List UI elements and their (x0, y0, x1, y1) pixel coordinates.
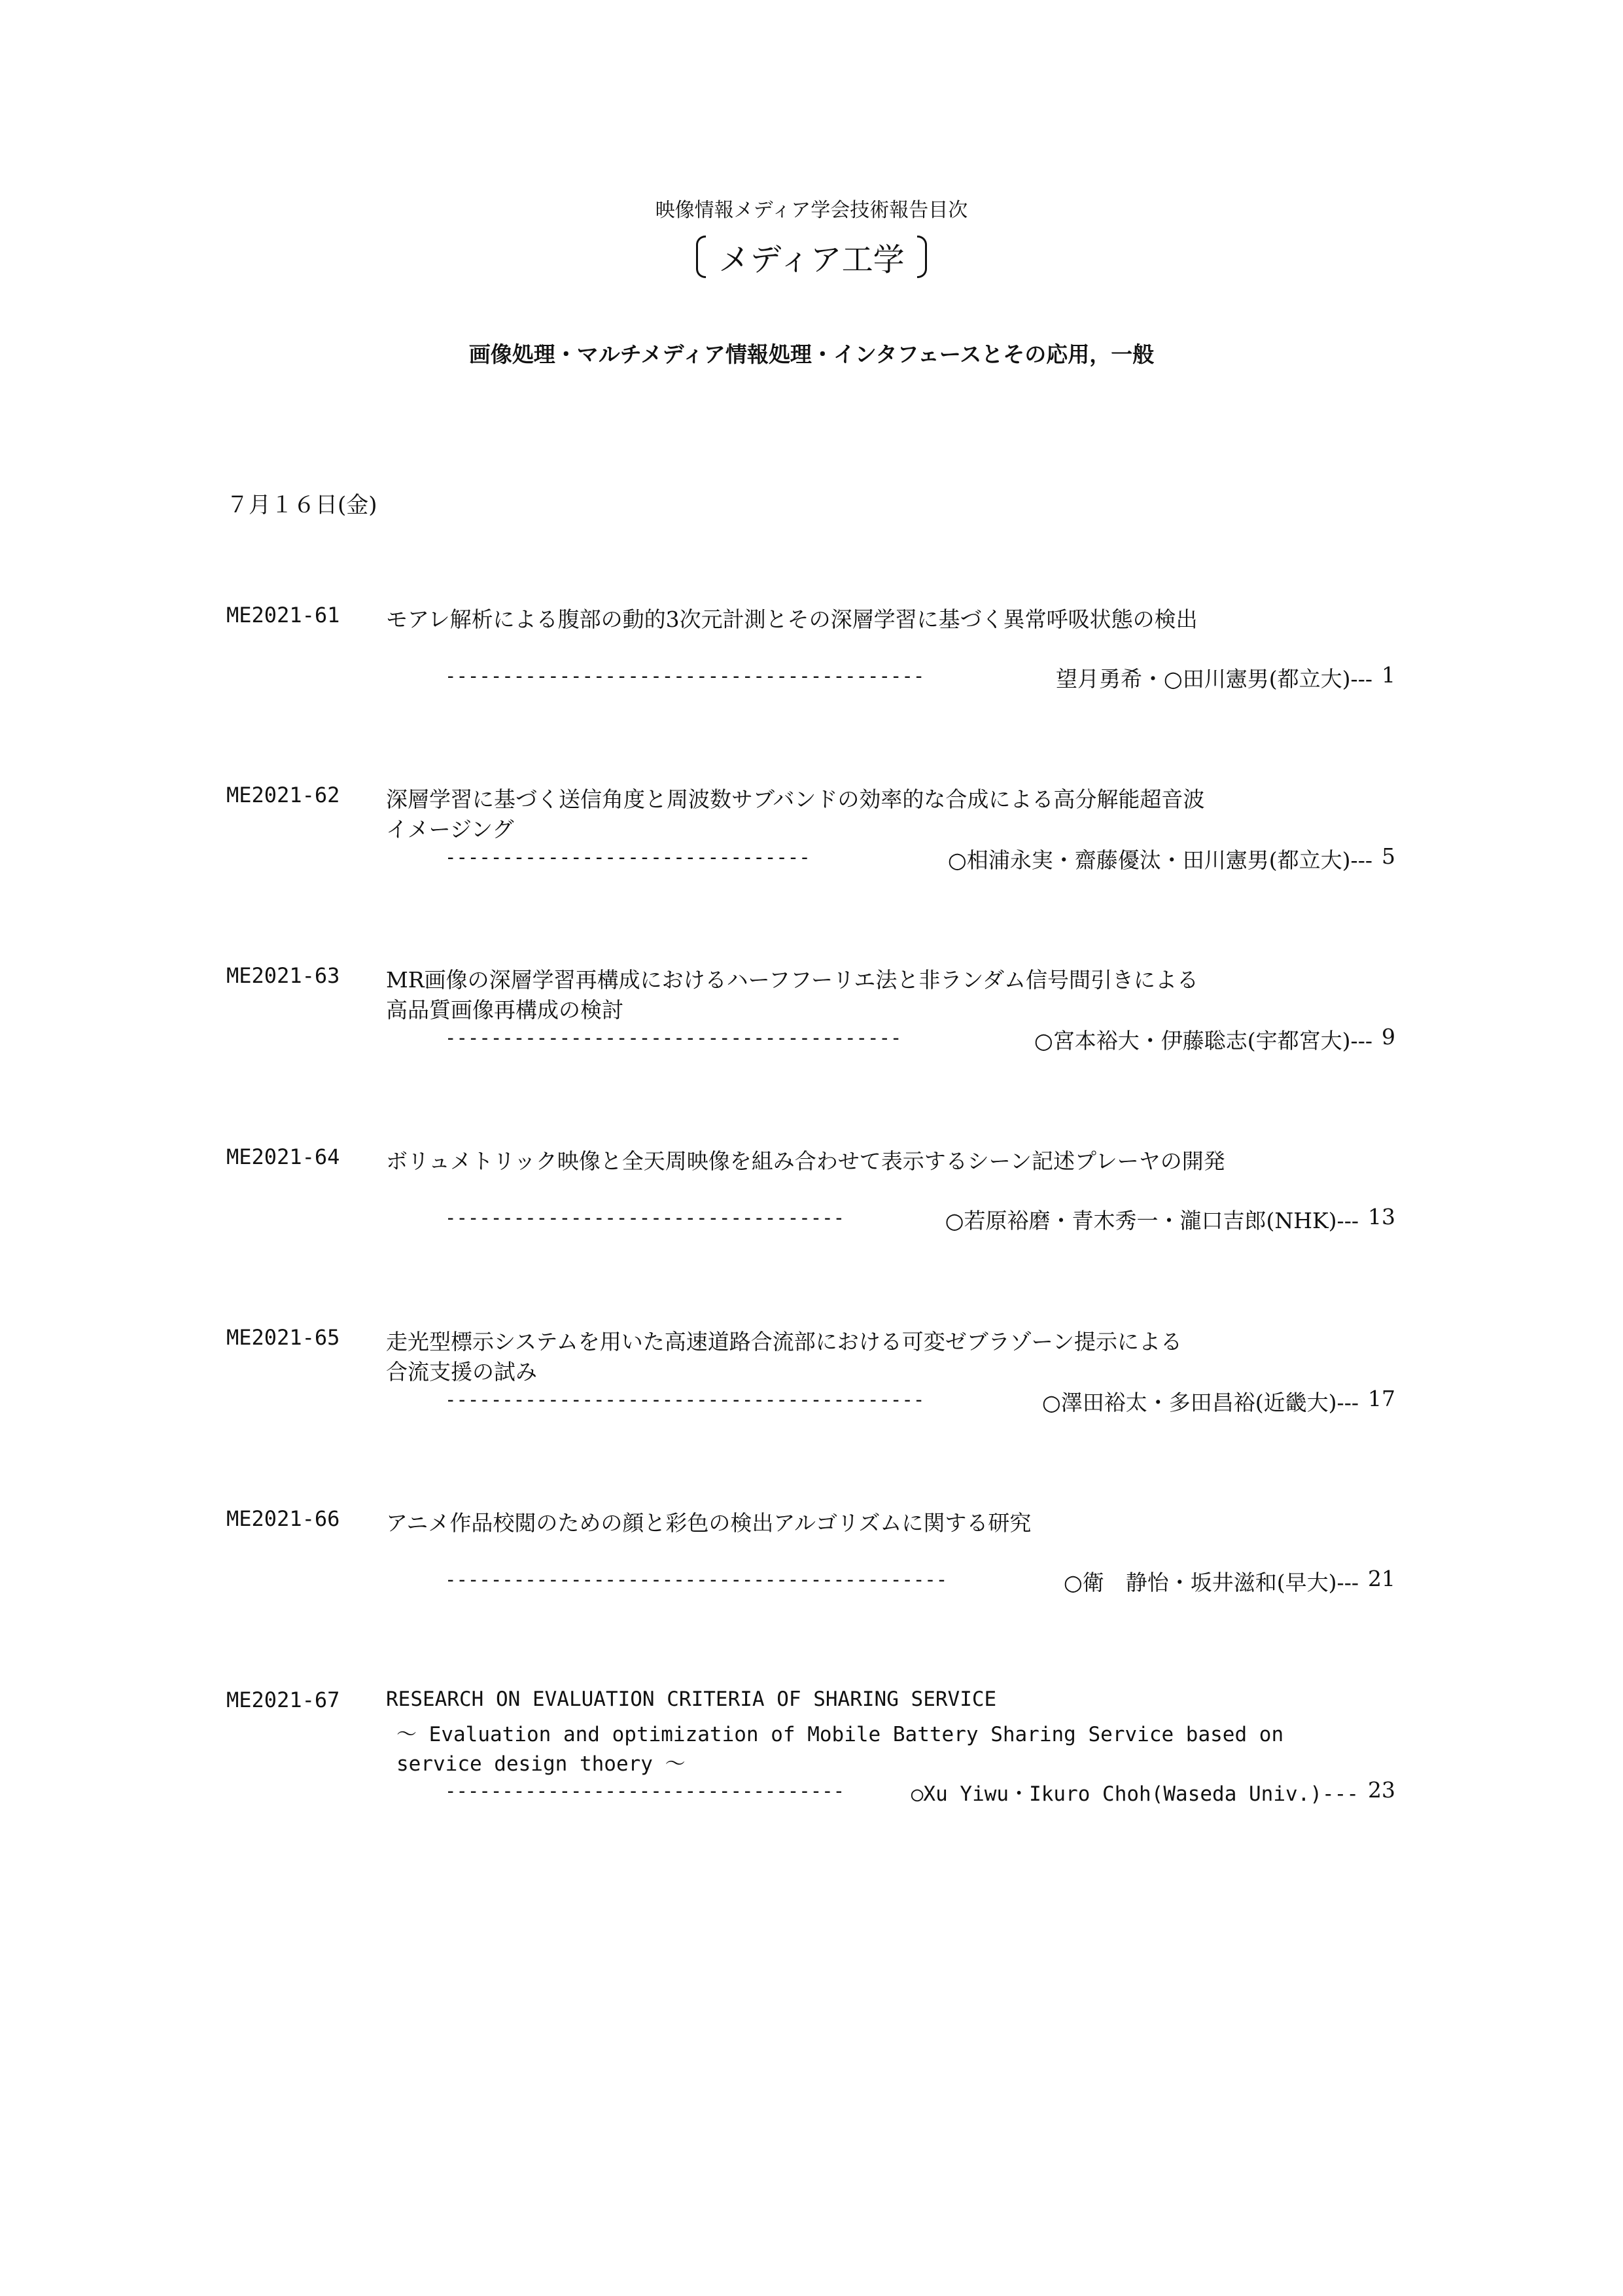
entry-page-number: 21 (1368, 1566, 1395, 1591)
entry-byline (445, 1024, 1025, 1050)
entry-page-number: 17 (1368, 1386, 1395, 1411)
entry-authors: 望月勇希・○田川憲男(都立大)--- (1056, 666, 1372, 692)
entry-page-number: 1 (1382, 662, 1395, 688)
entry-page-number: 5 (1382, 843, 1395, 869)
entry-byline (445, 1566, 1055, 1591)
entry-title-line: MR画像の深層学習再構成におけるハーフフーリエ法と非ランダム信号間引きによる (386, 967, 1199, 993)
left-bracket-icon (696, 236, 706, 278)
entry-page-number: 13 (1368, 1204, 1395, 1229)
entry-byline (445, 662, 1047, 688)
entry-authors: ○Xu Yiwu・Ikuro Choh(Waseda Univ.)--- (911, 1782, 1359, 1806)
entry-authors: ○衛 静怡・坂井滋和(早大)--- (1064, 1570, 1359, 1595)
dotted-leader: -------------------------------------------- (445, 1568, 948, 1591)
entry-title-line: ～ Evaluation and optimization of Mobile Battery Sharing Service based on (396, 1723, 1284, 1746)
entry-authors: ○若原裕磨・青木秀一・瀧口吉郎(NHK)--- (945, 1208, 1359, 1233)
entry-byline (445, 1204, 936, 1229)
entry-byline (445, 1386, 1033, 1411)
section-heading-wrap (0, 230, 1623, 283)
dotted-leader: ------------------------------------------ (445, 1388, 925, 1411)
entry-code: ME2021-61 (226, 603, 340, 627)
entry-title-line: RESEARCH ON EVALUATION CRITERIA OF SHARING SERVICE (386, 1687, 997, 1711)
entry-code: ME2021-63 (226, 963, 340, 988)
entry-code: ME2021-64 (226, 1144, 340, 1169)
entry-byline (445, 843, 939, 869)
entry-authors: ○澤田裕太・多田昌裕(近畿大)--- (1042, 1390, 1359, 1415)
entry-title-line: 走光型標示システムを用いた高速道路合流部における可変ゼブラゾーン提示による (386, 1329, 1183, 1354)
entry-code: ME2021-65 (226, 1325, 340, 1350)
entry-title-line: アニメ作品校閲のための顔と彩色の検出アルゴリズムに関する研究 (386, 1510, 1032, 1536)
entry-title-line: イメージング (386, 817, 514, 842)
section-heading (692, 230, 930, 283)
entry-title-line: service design thoery ～ (396, 1752, 686, 1776)
entry-byline (445, 1777, 902, 1803)
entry-title-line: ボリュメトリック映像と全天周映像を組み合わせて表示するシーン記述プレーヤの開発 (386, 1148, 1225, 1174)
dotted-leader: ------------------------------------------ (445, 665, 925, 687)
entry-page-number: 23 (1368, 1777, 1395, 1803)
dotted-leader: -------------------------------- (445, 846, 811, 868)
session-date: ７月１６日(金) (226, 492, 377, 518)
entry-authors: ○相浦永実・齋藤優汰・田川憲男(都立大)--- (948, 847, 1372, 873)
entry-title-line: 深層学習に基づく送信角度と周波数サブバンドの効率的な合成による高分解能超音波 (386, 786, 1205, 812)
journal-title: 映像情報メディア学会技術報告目次 (655, 199, 968, 222)
entry-code: ME2021-66 (226, 1506, 340, 1531)
right-bracket-icon (917, 236, 927, 278)
dotted-leader: ----------------------------------- (445, 1207, 845, 1229)
entry-code: ME2021-67 (226, 1687, 340, 1712)
entry-code: ME2021-62 (226, 783, 340, 807)
section-title: メディア工学 (718, 241, 905, 278)
session-subtitle: 画像処理・マルチメディア情報処理・インタフェースとその応用，一般 (468, 342, 1155, 367)
entry-title-line: 合流支援の試み (386, 1359, 537, 1385)
entry-title-line: モアレ解析による腹部の動的3次元計測とその深層学習に基づく異常呼吸状態の検出 (386, 607, 1198, 632)
entry-authors: ○宮本裕大・伊藤聡志(宇都宮大)--- (1034, 1028, 1372, 1053)
dotted-leader: ----------------------------------- (445, 1780, 845, 1802)
entry-page-number: 9 (1382, 1024, 1395, 1050)
entry-title-line: 高品質画像再構成の検討 (386, 997, 623, 1023)
dotted-leader: ---------------------------------------- (445, 1027, 902, 1049)
